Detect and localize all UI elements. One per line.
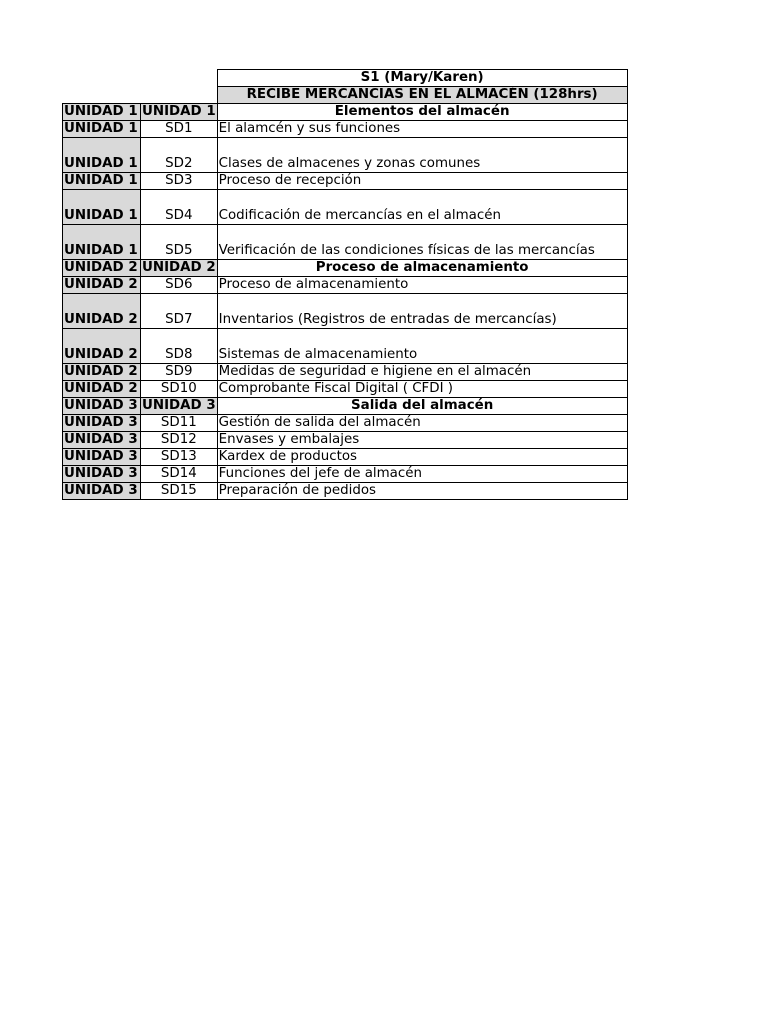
table-row: [63, 138, 628, 173]
section-row: [63, 398, 628, 415]
topic-cell: Preparación de pedidos: [217, 483, 627, 500]
unit-cell: UNIDAD 2: [63, 277, 141, 294]
sheet-title: S1 (Mary/Karen): [217, 70, 627, 87]
unit-cell: UNIDAD 1: [63, 190, 141, 225]
code-cell: SD10: [141, 381, 218, 398]
code-cell: SD1: [141, 121, 218, 138]
section-row: [63, 104, 628, 121]
table-row: [63, 329, 628, 364]
topic-cell: Verificación de las condiciones físicas de las mercancías: [217, 225, 627, 260]
table-row: [63, 466, 628, 483]
blank-cell: [63, 87, 141, 104]
topic-cell: Codificación de mercancías en el almacén: [217, 190, 627, 225]
section-unit-cell: UNIDAD 3: [142, 398, 216, 413]
section-row: [63, 260, 628, 277]
unit-cell: UNIDAD 2: [63, 294, 141, 329]
unit-cell: UNIDAD 3: [63, 483, 141, 500]
unit-cell: UNIDAD 2: [63, 364, 141, 381]
table-row: [63, 173, 628, 190]
section-unit-cell: UNIDAD 2: [142, 260, 216, 275]
code-cell: SD15: [141, 483, 218, 500]
sheet-subtitle: RECIBE MERCANCIAS EN EL ALMACÉN (128hrs): [217, 87, 627, 104]
blank-cell: [63, 70, 141, 87]
table-row: [63, 294, 628, 329]
code-cell: SD5: [141, 225, 218, 260]
table-row: [63, 277, 628, 294]
unit-cell: UNIDAD 3: [63, 415, 141, 432]
code-cell: SD12: [141, 432, 218, 449]
section-title-cell: Salida del almacén: [217, 398, 627, 415]
topic-cell: Clases de almacenes y zonas comunes: [217, 138, 627, 173]
table-row: [63, 190, 628, 225]
topic-cell: Comprobante Fiscal Digital ( CFDI ): [217, 381, 627, 398]
table-row: [63, 415, 628, 432]
section-unit-cell: UNIDAD 1: [142, 104, 216, 119]
table-row: [63, 225, 628, 260]
unit-cell: UNIDAD 1: [63, 138, 141, 173]
unit-cell: UNIDAD 2: [63, 329, 141, 364]
table-row: [63, 121, 628, 138]
code-cell: SD7: [141, 294, 218, 329]
unit-cell: UNIDAD 3: [63, 466, 141, 483]
unit-cell: UNIDAD 3: [63, 449, 141, 466]
topic-cell: Gestión de salida del almacén: [217, 415, 627, 432]
section-title-cell: Elementos del almacén: [217, 104, 627, 121]
code-cell: SD9: [141, 364, 218, 381]
topic-cell: El alamcén y sus funciones: [217, 121, 627, 138]
table-row: [63, 381, 628, 398]
topic-cell: Proceso de recepción: [217, 173, 627, 190]
header-title-row: [63, 70, 628, 87]
unit-cell: UNIDAD 1: [63, 121, 141, 138]
table-row: [63, 449, 628, 466]
unit-cell: UNIDAD 2: [63, 381, 141, 398]
topic-cell: Medidas de seguridad e higiene en el almacén: [217, 364, 627, 381]
unit-cell: UNIDAD 3: [63, 432, 141, 449]
topic-cell: Proceso de almacenamiento: [217, 277, 627, 294]
topic-cell: Envases y embalajes: [217, 432, 627, 449]
table-row: [63, 364, 628, 381]
header-subtitle-row: [63, 87, 628, 104]
unit-cell: UNIDAD 3: [63, 398, 141, 415]
unit-cell: UNIDAD 1: [63, 104, 141, 121]
topic-cell: Inventarios (Registros de entradas de mercancías): [217, 294, 627, 329]
topic-cell: Kardex de productos: [217, 449, 627, 466]
blank-cell: [141, 70, 218, 87]
code-cell: SD13: [141, 449, 218, 466]
code-cell: SD2: [141, 138, 218, 173]
table-row: [63, 432, 628, 449]
code-cell: SD11: [141, 415, 218, 432]
unit-cell: UNIDAD 1: [63, 225, 141, 260]
code-cell: SD14: [141, 466, 218, 483]
blank-cell: [141, 87, 218, 104]
unit-cell: UNIDAD 1: [63, 173, 141, 190]
section-title-cell: Proceso de almacenamiento: [217, 260, 627, 277]
course-outline-table: [62, 69, 628, 500]
topic-cell: Sistemas de almacenamiento: [217, 329, 627, 364]
code-cell: SD3: [141, 173, 218, 190]
table-row: [63, 483, 628, 500]
unit-cell: UNIDAD 2: [63, 260, 141, 277]
topic-cell: Funciones del jefe de almacén: [217, 466, 627, 483]
code-cell: SD4: [141, 190, 218, 225]
code-cell: SD8: [141, 329, 218, 364]
code-cell: SD6: [141, 277, 218, 294]
